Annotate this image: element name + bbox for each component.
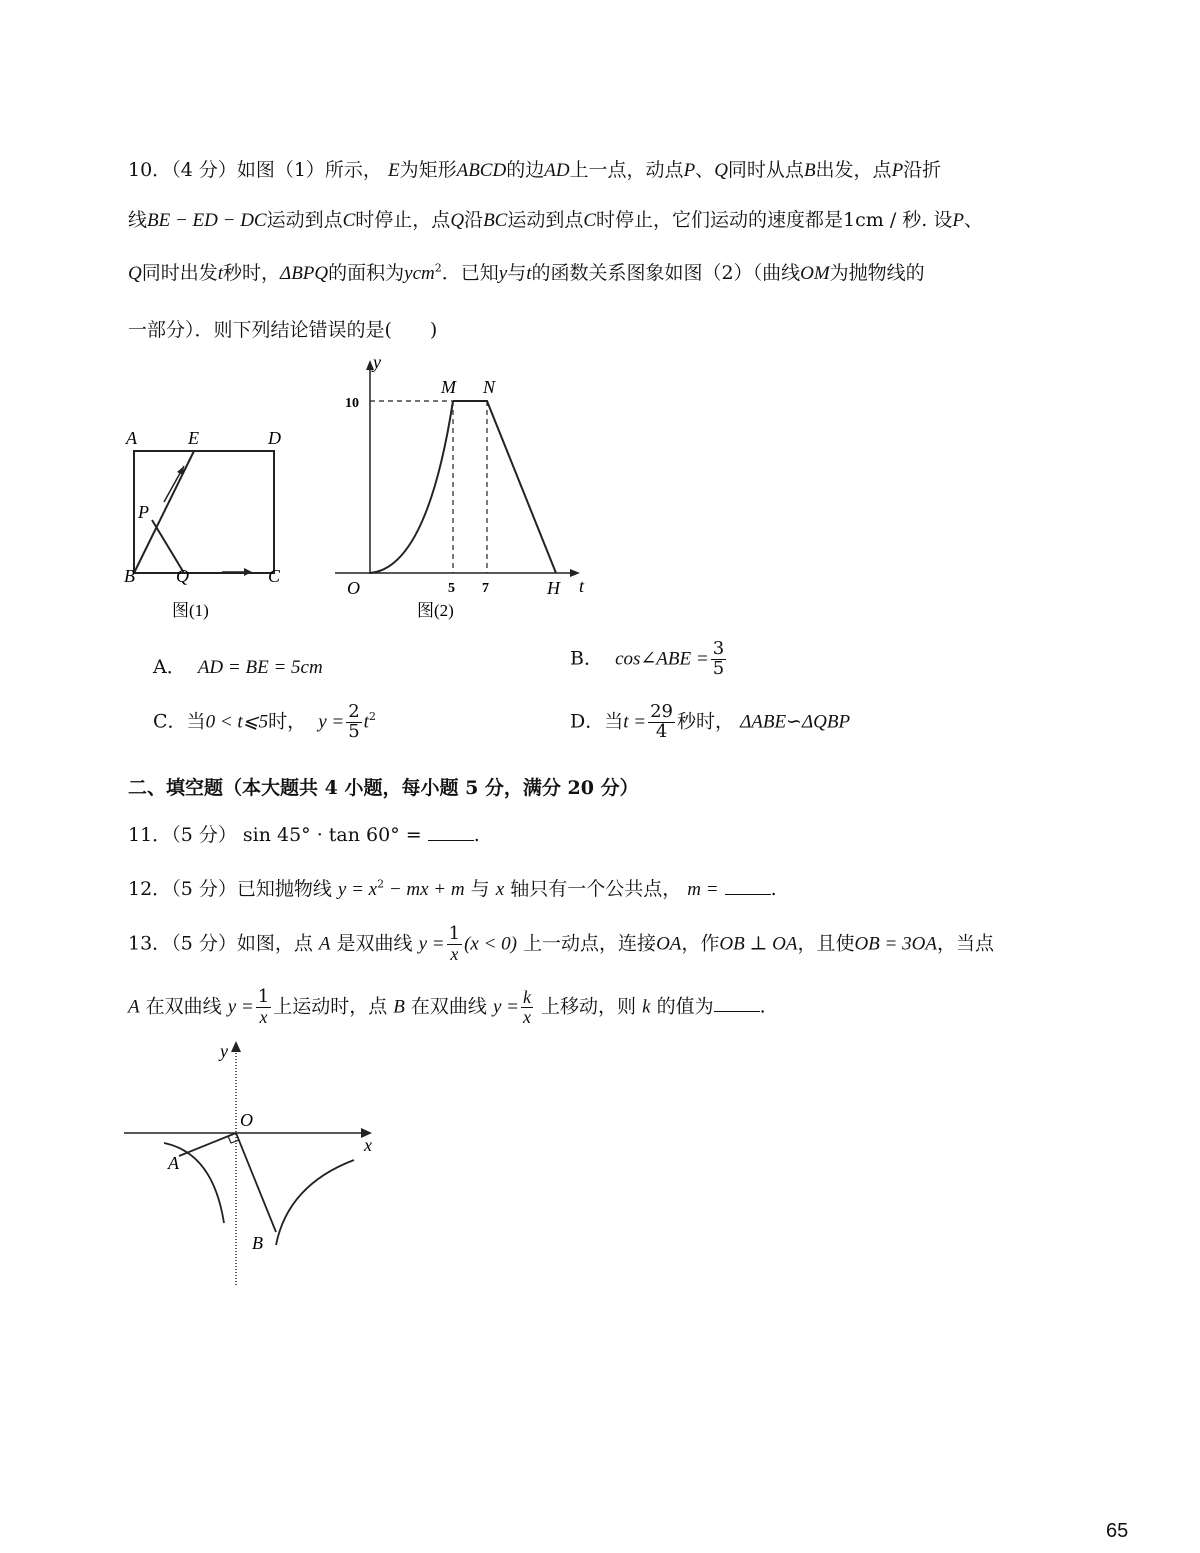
figure-1-rectangle [118,420,308,625]
option-d: D．当t = $\frac{29}{4}$ 秒时， ΔABE∽ΔQBP [570,701,851,742]
label-q: Q [176,566,189,586]
q12: 12．（5 分）已知抛物线 $y = x^2$ − mx + m 与 x 轴只有一个公共点， m = . [128,877,777,900]
q13-line-1: 13．（5 分）如图，点 A 是双曲线 y = $\frac{1}{x}$ (x < 0) 上一动点，连接OA，作OB ⊥ OA，且使OB = 3OA，当点 [128,923,994,964]
rectangle-abcd [134,451,274,573]
q10-line-3: Q同时出发t秒时，ΔBPQ的面积为ycm$^2$．已知y与t的函数关系图象如图（2）（曲线OM为抛物线的 [128,261,925,284]
parabola-om [370,401,453,573]
arrow-q-head [244,568,252,576]
q10-line-4: 一部分）．则下列结论错误的是( ) [128,319,438,341]
tick-7: 7 [482,581,489,596]
q10-line-1: 10．（4 分）如图（1）所示， E为矩形ABCD的边AD上一点，动点P、Q同时从点B出发，点P沿折 [128,159,942,181]
label-d: D [268,428,281,448]
label-b-fig3: B [252,1233,263,1253]
q10-line-2: 线BE − ED − DC运动到点C时停止，点Q沿BC运动到点C时停止，它们运动的速度都是1cm / 秒. 设P、 [128,209,984,231]
label-o: O [347,578,360,598]
answer-blank-13[interactable] [714,995,760,1012]
q11: 11．（5 分） sin 45° · tan 60° = . [128,824,480,846]
label-c: C [268,566,281,586]
segment-mnh [453,401,556,573]
page-number: 65 [1106,1520,1129,1542]
caption-fig-1: 图(1) [172,601,209,620]
label-o-fig3: O [240,1110,253,1130]
figure-3-hyperbolas [118,1035,393,1295]
option-a: A． AD = BE = 5cm [153,656,323,678]
section-2-heading: 二、填空题（本大题共 4 小题，每小题 5 分，满分 20 分） [128,777,639,799]
tick-10: 10 [345,396,359,411]
hyperbola-b [276,1160,354,1245]
label-y-fig3: y [220,1041,228,1061]
label-e: E [188,428,199,448]
label-p: P [138,502,149,522]
tick-5: 5 [448,581,455,596]
answer-blank-11[interactable] [428,824,474,841]
label-m: M [441,377,456,397]
y-axis-arrow-fig3 [231,1041,241,1052]
option-b: B． cos∠ABE = $\frac{3}{5}$ [570,638,725,679]
label-t: t [579,576,585,596]
segment-oa [179,1133,236,1156]
label-h: H [547,578,560,598]
label-a: A [126,428,137,448]
label-x-fig3: x [364,1135,372,1155]
label-y: y [373,352,381,372]
arrow-p-head [177,466,184,475]
label-b: B [124,566,135,586]
answer-blank-12[interactable] [725,878,771,895]
option-c: C．当0 < t⩽5时， y = $\frac{2}{5}$ $t^2$ [153,701,376,742]
caption-fig-2: 图(2) [417,601,454,620]
figure-2-graph [325,350,600,625]
label-a-fig3: A [168,1153,179,1173]
label-n: N [483,377,496,397]
q13-line-2: A 在双曲线 y = $\frac{1}{x}$ 上运动时，点 B 在双曲线 y = $\frac{k}{x}$ 上移动，则 k 的值为 . [128,986,766,1027]
segment-ob [236,1133,276,1232]
